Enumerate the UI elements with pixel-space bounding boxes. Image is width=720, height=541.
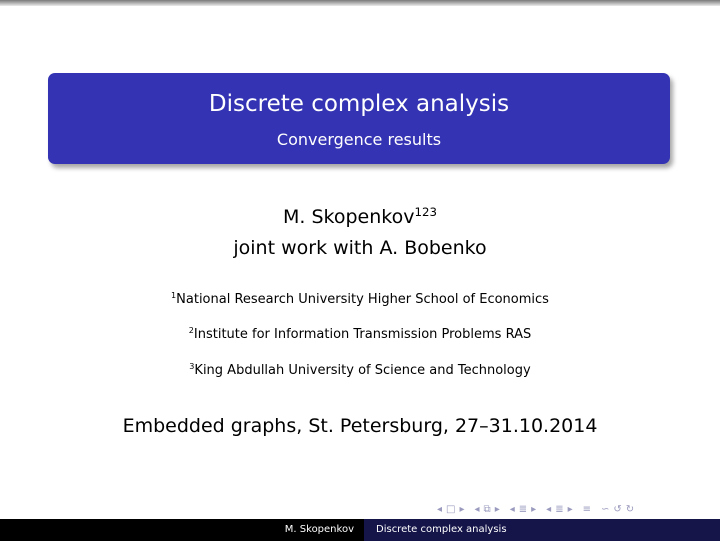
title-box: [48, 73, 670, 164]
affiliation-2: [0, 326, 720, 344]
next-frame-icon[interactable]: ▸: [459, 504, 465, 515]
affiliation-text: National Research University Higher School of Economics: [176, 292, 549, 307]
beamer-navigation: [437, 503, 707, 517]
author-name: M. Skopenkov: [283, 206, 415, 228]
affiliation-text: Institute for Information Transmission Problems RAS: [193, 327, 532, 342]
affiliation-text: King Abdullah University of Science and Technology: [194, 363, 531, 378]
prev-section-icon[interactable]: ◂: [509, 504, 515, 515]
top-rule: [0, 0, 720, 6]
footer-author: M. Skopenkov: [0, 519, 364, 541]
prev-part-icon[interactable]: ◂: [546, 504, 552, 515]
affiliation-3: [0, 362, 720, 380]
footer-title: Discrete complex analysis: [364, 519, 720, 541]
section-icon[interactable]: ≣: [518, 504, 528, 515]
subsection-icon[interactable]: ⧉: [483, 504, 491, 515]
forward-icon[interactable]: ↻: [625, 504, 635, 515]
prev-subsection-icon[interactable]: ◂: [474, 504, 480, 515]
appendix-icon[interactable]: ≡: [582, 504, 592, 515]
author-affiliation-marks: 123: [414, 204, 437, 219]
affiliation-mark: 2: [188, 326, 194, 336]
affiliation-1: [0, 291, 720, 309]
part-icon[interactable]: ≣: [555, 504, 564, 515]
slide-title: Discrete complex analysis: [208, 91, 510, 117]
frame-icon[interactable]: □: [446, 504, 456, 515]
next-subsection-icon[interactable]: ▸: [494, 504, 500, 515]
back-icon[interactable]: ↺: [613, 504, 622, 515]
next-part-icon[interactable]: ▸: [567, 504, 573, 515]
slide-subtitle: Convergence results: [276, 130, 442, 149]
search-icon[interactable]: ∽: [601, 504, 610, 515]
prev-frame-icon[interactable]: ◂: [437, 504, 443, 515]
event-line: Embedded graphs, St. Petersburg, 27–31.10.2014: [122, 415, 598, 437]
affiliation-mark: 1: [171, 291, 177, 301]
affiliation-mark: 3: [189, 362, 195, 372]
next-section-icon[interactable]: ▸: [531, 504, 537, 515]
footer-bar: [0, 519, 720, 541]
joint-work-line: joint work with A. Bobenko: [233, 237, 487, 259]
author-line: [0, 205, 720, 229]
